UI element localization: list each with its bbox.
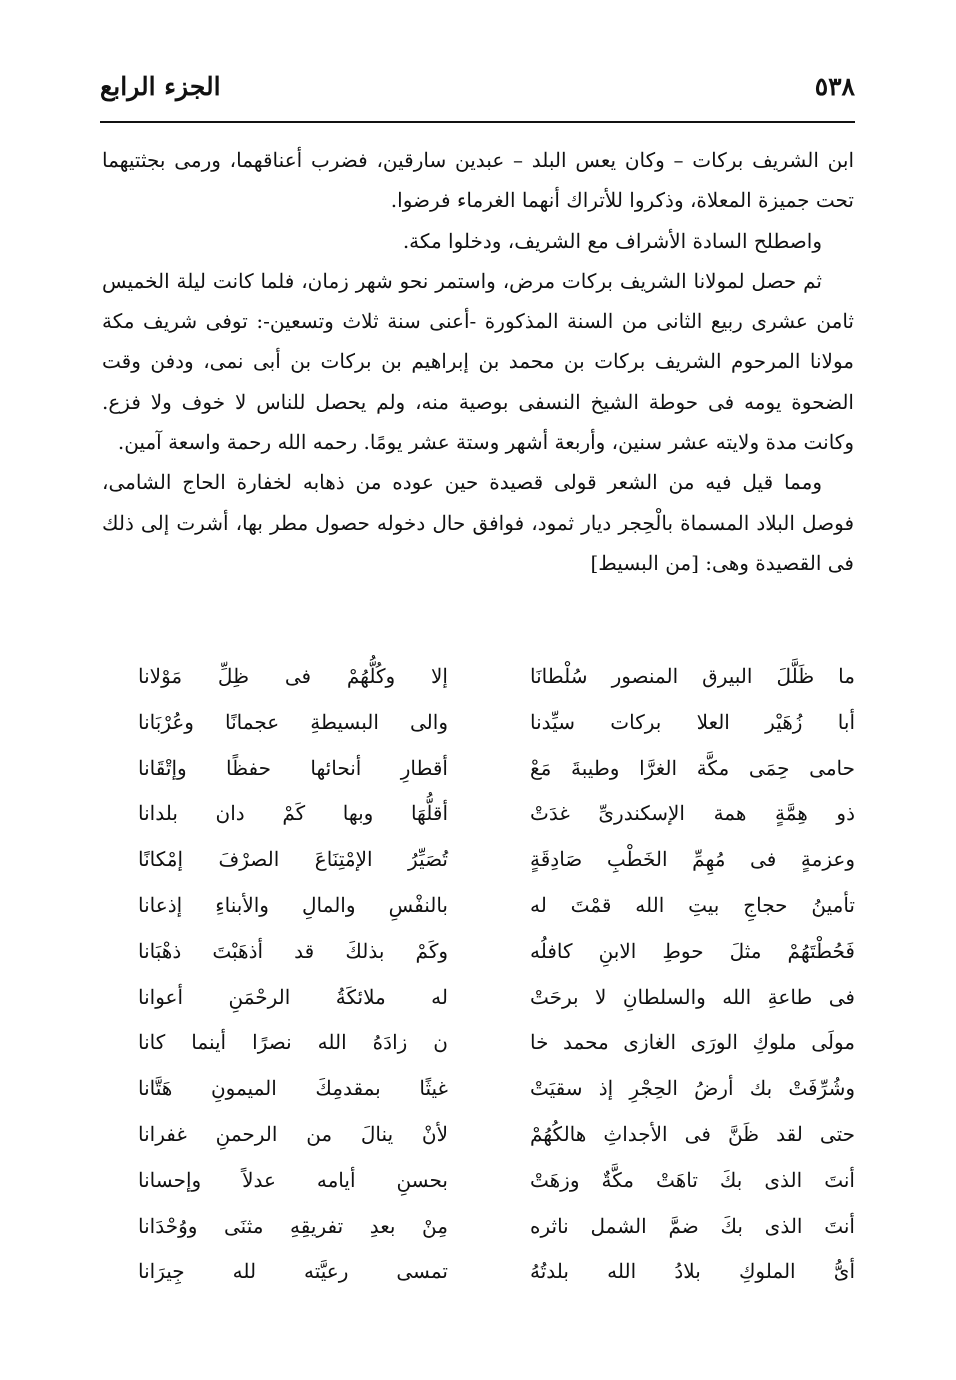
verse-first-hemistich: أنتَ الذى بكَ تاهَتْ مكَّةٌ وزهَتْ — [530, 1167, 855, 1192]
paragraph: ومما قيل فيه من الشعر قولى قصيدة حين عوده من ذهابه لخفارة الحاج الشامى، فوصل البلاد المسماة بالْحِجر ديار ثمود، فوافق حال دخوله حصول مطر بها، أشرت إلى ذلك فى القصيدة وهى: [من البسيط] — [102, 470, 854, 575]
verse-first-hemistich: أىُّ الملوكِ بلادُ الله بلدتُهُ — [530, 1259, 855, 1284]
paragraph: واصطلح السادة الأشراف مع الشريف، ودخلوا مكة. — [402, 228, 822, 253]
verse-second-hemistich: أقلُّهَا وبها كَمْ دان بلدانا — [138, 801, 448, 826]
verse-second-hemistich: بالنفْسِ والمالِ والأبناءِ إذعانا — [138, 892, 448, 917]
header-rule — [100, 121, 855, 123]
paragraph: ابن الشريف بركات – وكان يعس البلد – عبدين سارقين، فضرب أعناقهما، ورمى بجثتيهما تحت جميزة المعلاة، وذكروا للأتراك أنهما الغرماء فرضوا. — [102, 148, 854, 213]
verse-second-hemistich: إلا وكُلُّهُمْ فى ظِلِّ مَوْلانا — [138, 664, 448, 688]
poem-verse — [100, 1158, 855, 1204]
verse-second-hemistich: له ملائكَةُ الرحْمَنِ أعوانا — [138, 984, 448, 1009]
verse-second-hemistich: والى البسيطةِ عجمانًا وعُرْبَانا — [138, 709, 448, 734]
verse-first-hemistich: فَحُطْتَهُمْ مثلَ حوطِ الابنِ كافلُه — [530, 938, 855, 963]
part-title: الجزء الرابع — [100, 72, 221, 101]
verse-second-hemistich: غيثًا بمقدمِكَ الميمونِ هَتَّانا — [138, 1076, 448, 1101]
poem-verse — [100, 1112, 855, 1158]
verse-first-hemistich: حامى حِمَى مكَّة الغرَّا وطيبةَ مَعْ — [530, 755, 855, 780]
poem-verse — [100, 975, 855, 1021]
paragraph: ثم حصل لمولانا الشريف بركات مرض، واستمر نحو شهر زمان، فلما كانت ليلة الخميس ثامن عشرى ربيع الثانى من السنة المذكورة -أعنى سنة ثلاث وتسعين-: توفى شريف مكة مولانا المرحوم الشريف بركات بن محمد بن إبراهيم بن بركات بن أبى نمى، ودفن وقت الضحوة يومه فى حوطة الشيخ النسفى بوصية منه، ولم يحصل للناس لا خوف ولا فزع. وكانت مدة ولايته عشر سنين، وأربعة أشهر وستة عشر يومًا. رحمه الله رحمة واسعة آمين. — [102, 268, 854, 455]
verse-second-hemistich: تمسى رعيَّته لله جِيرَانا — [138, 1259, 448, 1284]
poem-verse — [100, 1020, 855, 1066]
verse-first-hemistich: تأمينُ حجاجِ بيتِ الله قمْتَ له — [530, 892, 855, 917]
poem-verse — [100, 1204, 855, 1250]
poem-verse — [100, 654, 855, 700]
verse-first-hemistich: حتى لقد ظَنَّ فى الأجداثِ هالكُهُمْ — [530, 1121, 855, 1146]
poem-verse — [100, 700, 855, 746]
verse-first-hemistich: وشُرِّفَتْ بك أرضُ الحِجْرِ إذ سقيَتْ — [530, 1076, 855, 1101]
verse-second-hemistich: بحسنِ أيامه عدلاً وإحسانا — [138, 1167, 448, 1192]
poem-verse — [100, 746, 855, 792]
poem-verse — [100, 1066, 855, 1112]
verse-second-hemistich: تُصَيِّرُ الإمْتِنَاعَ الصرْفَ إمْكانًا — [138, 847, 448, 872]
poem — [100, 654, 855, 1295]
verse-first-hemistich: أبا زُهَيْر العلا بركات سيِّدنا — [530, 709, 855, 734]
verse-first-hemistich: فى طاعةِ الله والسلطانِ لا برحَتْ — [530, 984, 855, 1009]
poem-verse — [100, 929, 855, 975]
verse-first-hemistich: مولَى ملوكِ الورَى الغازى محمد خا — [530, 1030, 855, 1055]
page-number: ٥٣٨ — [814, 72, 855, 101]
verse-first-hemistich: وعزمةٍ فى مُهِمِّ الخَطْبِ صَادِقَةٍ — [530, 847, 855, 872]
verse-first-hemistich: ذو هِمَّةٍ همة الإسكندرىِّ غدَتْ — [530, 801, 855, 826]
verse-first-hemistich: أنتَ الذى بكَ ضمَّ الشمل ناثره — [530, 1213, 855, 1238]
poem-verse — [100, 837, 855, 883]
prose-body — [102, 140, 854, 583]
poem-verse — [100, 791, 855, 837]
page-header — [100, 72, 855, 112]
verse-second-hemistich: أقطارِ أنحائها حفظًا وإتْقَانا — [138, 755, 448, 780]
verse-second-hemistich: وكَمْ بذلكَ قد أذهَبْتَ ذهْبَانا — [138, 938, 448, 963]
verse-second-hemistich: ن زادَهُ الله نصرًا أينما كانا — [138, 1030, 448, 1055]
verse-second-hemistich: مِنْ بعدِ تفريقِهِ مثنَى ووُحْدَانا — [138, 1213, 448, 1238]
verse-second-hemistich: لأنْ ينالَ من الرحمنِ غفرانا — [138, 1121, 448, 1146]
poem-verse — [100, 1249, 855, 1295]
poem-verse — [100, 883, 855, 929]
verse-first-hemistich: ما ظَلَّلَ البيرق المنصور سُلْطانَا — [530, 664, 855, 688]
